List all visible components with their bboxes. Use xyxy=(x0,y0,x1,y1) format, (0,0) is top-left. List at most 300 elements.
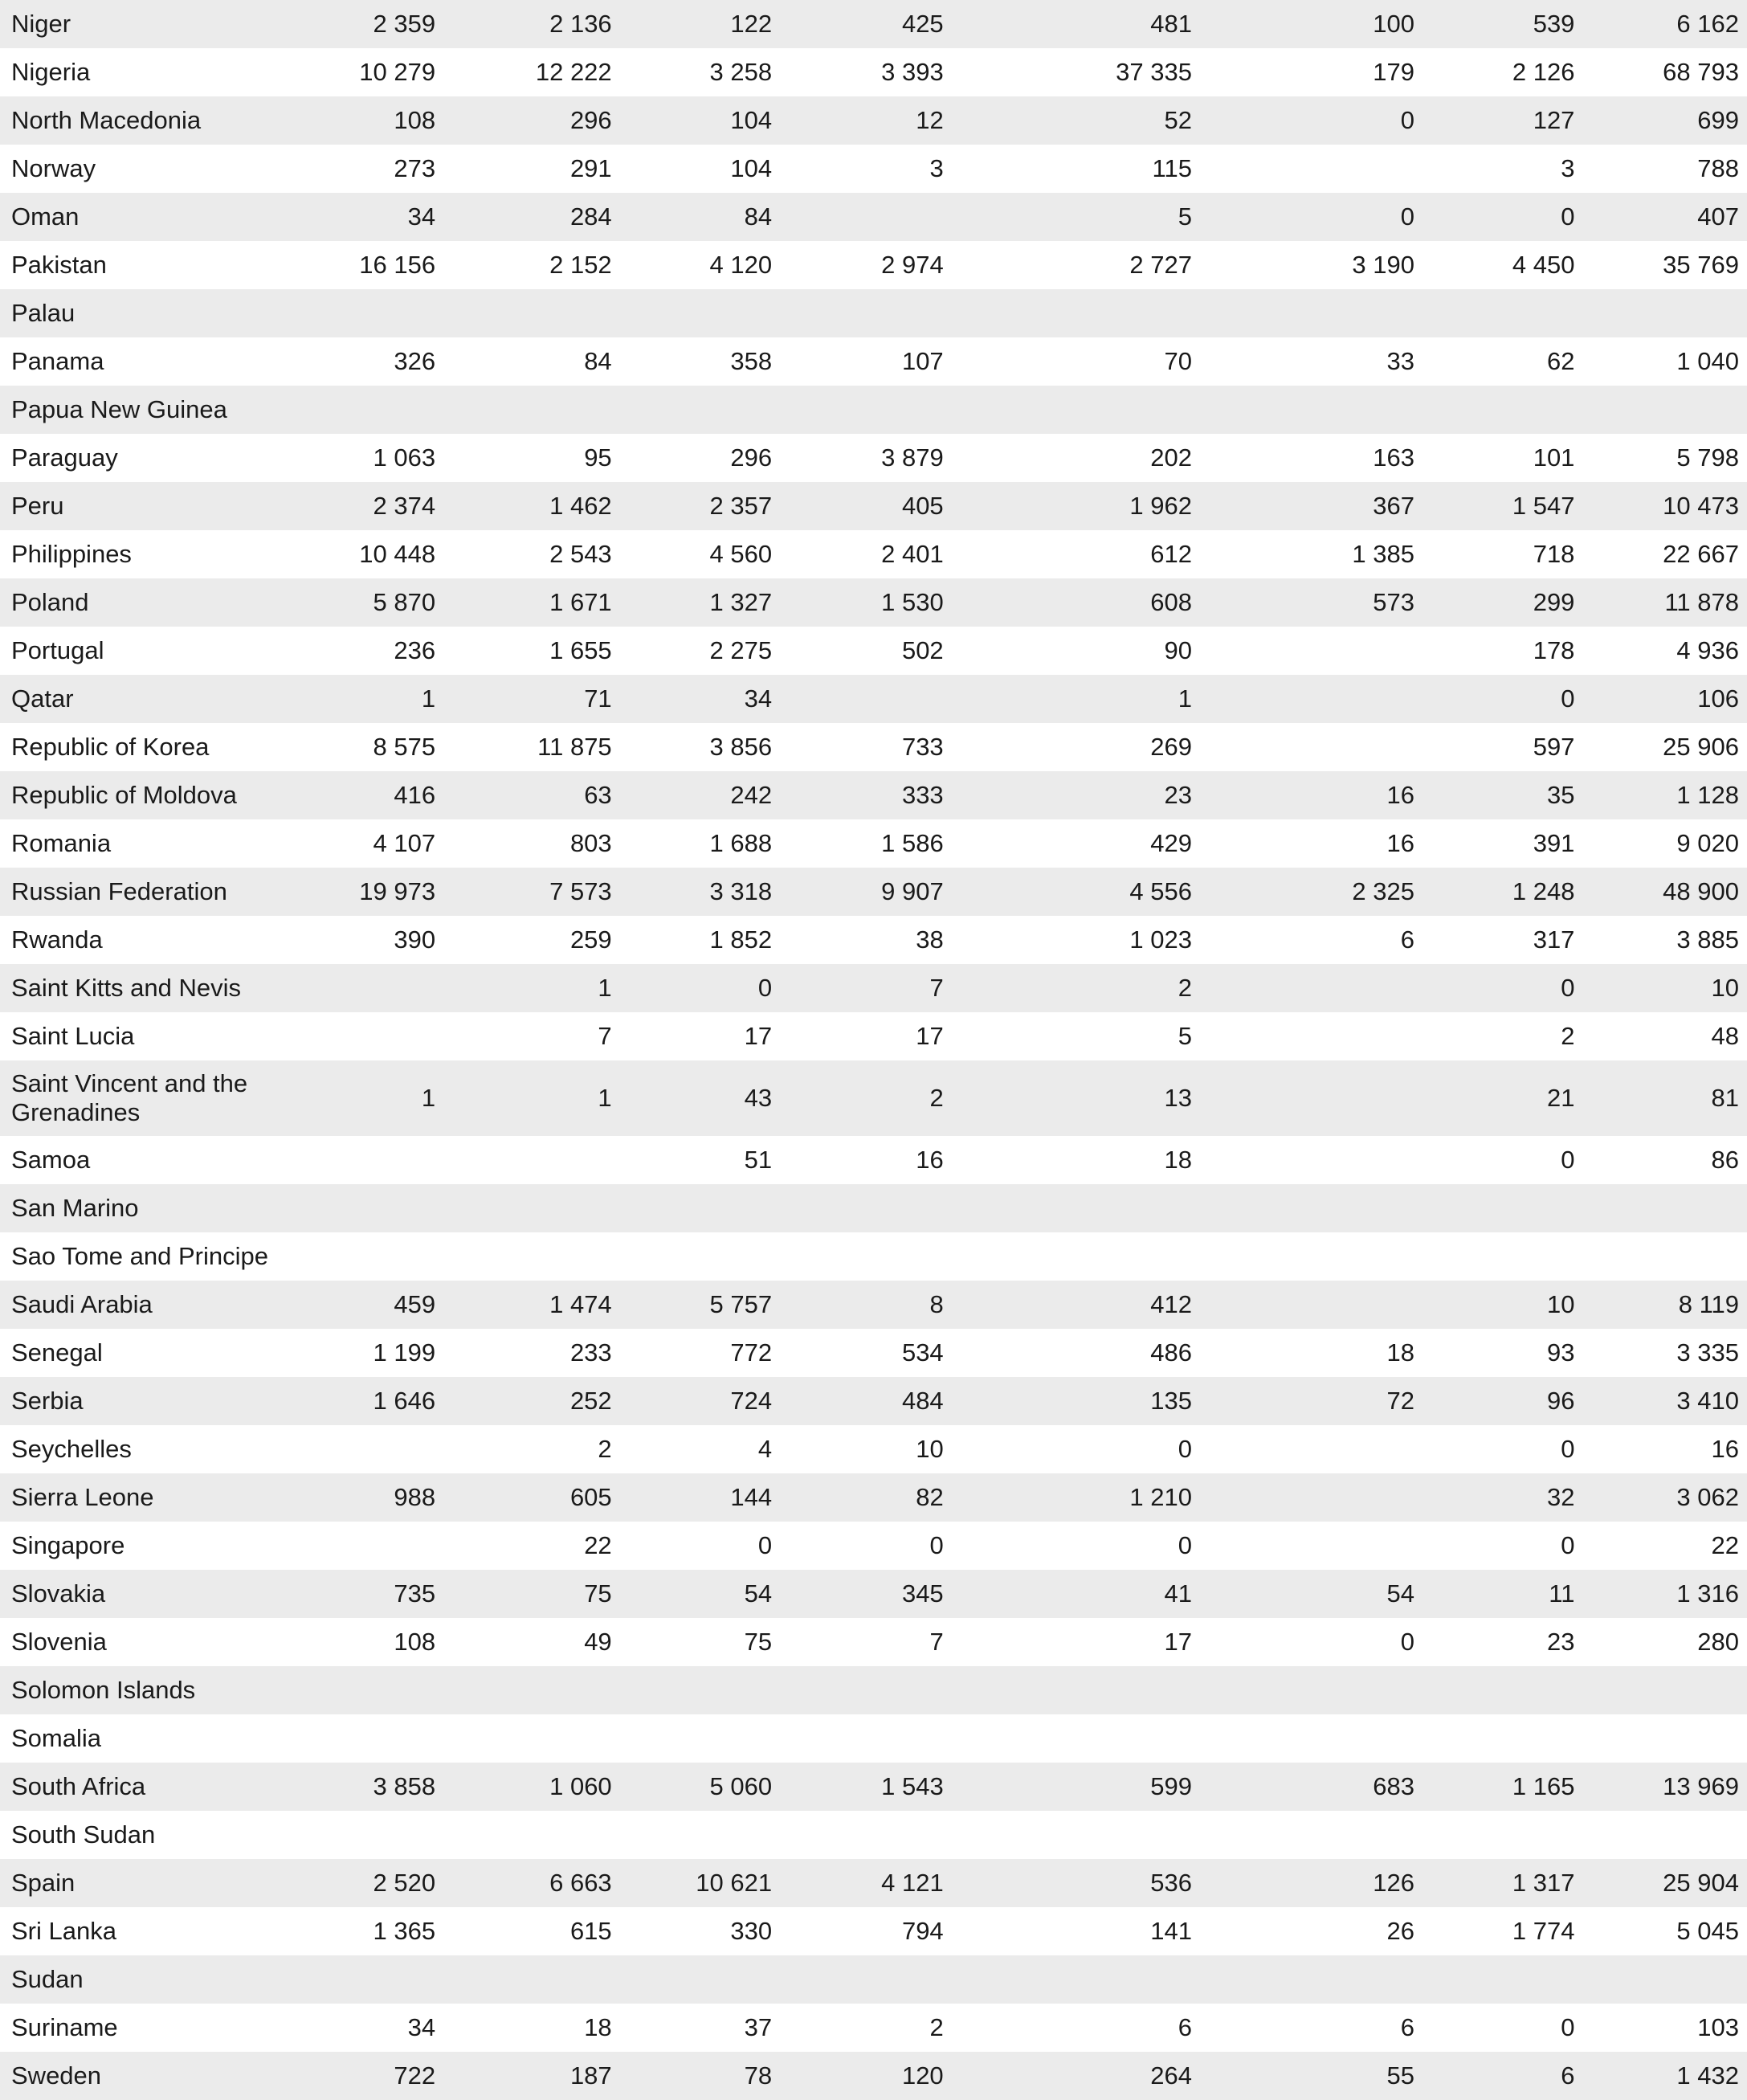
value-cell: 11 xyxy=(1426,1570,1586,1618)
value-cell: 3 410 xyxy=(1586,1377,1747,1425)
value-cell: 2 401 xyxy=(783,530,955,578)
value-cell: 367 xyxy=(1203,482,1426,530)
value-cell: 54 xyxy=(623,1570,783,1618)
value-cell: 93 xyxy=(1426,1329,1586,1377)
country-cell: Singapore xyxy=(0,1522,292,1570)
value-cell: 1 023 xyxy=(955,916,1203,964)
value-cell: 122 xyxy=(623,0,783,48)
country-cell: San Marino xyxy=(0,1184,292,1232)
value-cell: 536 xyxy=(955,1859,1203,1907)
value-cell: 573 xyxy=(1203,578,1426,627)
value-cell: 32 xyxy=(1426,1473,1586,1522)
value-cell xyxy=(1203,1425,1426,1473)
value-cell: 63 xyxy=(453,771,623,819)
table-row xyxy=(0,96,1747,145)
value-cell: 115 xyxy=(955,145,1203,193)
value-cell: 407 xyxy=(1586,193,1747,241)
value-cell xyxy=(955,386,1203,434)
value-cell xyxy=(1586,1955,1747,2004)
value-cell: 0 xyxy=(1426,193,1586,241)
value-cell: 252 xyxy=(453,1377,623,1425)
value-cell: 502 xyxy=(783,627,955,675)
value-cell: 1 586 xyxy=(783,819,955,868)
value-cell: 1 316 xyxy=(1586,1570,1747,1618)
value-cell: 54 xyxy=(1203,1570,1426,1618)
value-cell: 3 xyxy=(783,145,955,193)
value-cell: 1 385 xyxy=(1203,530,1426,578)
value-cell: 608 xyxy=(955,578,1203,627)
value-cell: 1 210 xyxy=(955,1473,1203,1522)
value-cell: 3 858 xyxy=(292,1763,453,1811)
country-cell: Serbia xyxy=(0,1377,292,1425)
table-row xyxy=(0,241,1747,289)
value-cell xyxy=(1586,1184,1747,1232)
value-cell: 179 xyxy=(1203,48,1426,96)
value-cell xyxy=(1203,289,1426,337)
value-cell: 718 xyxy=(1426,530,1586,578)
value-cell: 0 xyxy=(1203,1618,1426,1666)
value-cell xyxy=(1203,1473,1426,1522)
value-cell: 48 900 xyxy=(1586,868,1747,916)
value-cell: 38 xyxy=(783,916,955,964)
value-cell xyxy=(292,1666,453,1714)
value-cell: 78 xyxy=(623,2052,783,2100)
value-cell xyxy=(1203,627,1426,675)
value-cell xyxy=(783,289,955,337)
value-cell: 81 xyxy=(1586,1060,1747,1136)
value-cell xyxy=(453,386,623,434)
value-cell: 391 xyxy=(1426,819,1586,868)
value-cell xyxy=(1203,1714,1426,1763)
value-cell: 11 875 xyxy=(453,723,623,771)
value-cell: 326 xyxy=(292,337,453,386)
value-cell: 6 xyxy=(1203,916,1426,964)
value-cell: 284 xyxy=(453,193,623,241)
value-cell: 1 xyxy=(955,675,1203,723)
table-row xyxy=(0,1060,1747,1136)
country-cell: Rwanda xyxy=(0,916,292,964)
value-cell: 104 xyxy=(623,96,783,145)
value-cell: 772 xyxy=(623,1329,783,1377)
value-cell: 103 xyxy=(1586,2004,1747,2052)
value-cell: 178 xyxy=(1426,627,1586,675)
value-cell: 236 xyxy=(292,627,453,675)
value-cell: 280 xyxy=(1586,1618,1747,1666)
value-cell: 0 xyxy=(1203,193,1426,241)
table-row xyxy=(0,868,1747,916)
value-cell: 16 xyxy=(783,1136,955,1184)
value-cell: 34 xyxy=(292,193,453,241)
country-cell: Saint Kitts and Nevis xyxy=(0,964,292,1012)
value-cell: 4 xyxy=(623,1425,783,1473)
value-cell xyxy=(453,1714,623,1763)
value-cell: 106 xyxy=(1586,675,1747,723)
value-cell xyxy=(783,675,955,723)
country-cell: Poland xyxy=(0,578,292,627)
country-cell: South Sudan xyxy=(0,1811,292,1859)
value-cell: 1 xyxy=(453,1060,623,1136)
value-cell: 52 xyxy=(955,96,1203,145)
table-row xyxy=(0,1522,1747,1570)
table-row xyxy=(0,1136,1747,1184)
country-cell: Samoa xyxy=(0,1136,292,1184)
value-cell: 7 xyxy=(783,964,955,1012)
value-cell xyxy=(1203,1232,1426,1281)
value-cell: 4 556 xyxy=(955,868,1203,916)
value-cell xyxy=(955,1232,1203,1281)
value-cell: 0 xyxy=(1426,1136,1586,1184)
value-cell: 4 121 xyxy=(783,1859,955,1907)
value-cell xyxy=(1586,1232,1747,1281)
country-cell: Saint Lucia xyxy=(0,1012,292,1060)
value-cell: 100 xyxy=(1203,0,1426,48)
value-cell: 486 xyxy=(955,1329,1203,1377)
value-cell: 75 xyxy=(623,1618,783,1666)
table-row xyxy=(0,434,1747,482)
value-cell: 1 xyxy=(292,675,453,723)
value-cell xyxy=(783,1666,955,1714)
value-cell: 534 xyxy=(783,1329,955,1377)
value-cell: 2 275 xyxy=(623,627,783,675)
country-cell: Somalia xyxy=(0,1714,292,1763)
value-cell xyxy=(1203,964,1426,1012)
value-cell: 127 xyxy=(1426,96,1586,145)
value-cell: 71 xyxy=(453,675,623,723)
country-cell: Panama xyxy=(0,337,292,386)
value-cell: 18 xyxy=(955,1136,1203,1184)
value-cell: 202 xyxy=(955,434,1203,482)
value-cell: 187 xyxy=(453,2052,623,2100)
value-cell xyxy=(1203,1060,1426,1136)
value-cell: 104 xyxy=(623,145,783,193)
value-cell: 16 xyxy=(1586,1425,1747,1473)
value-cell xyxy=(292,964,453,1012)
value-cell xyxy=(1586,1666,1747,1714)
table-row xyxy=(0,1955,1747,2004)
value-cell xyxy=(1203,1136,1426,1184)
value-cell xyxy=(955,1666,1203,1714)
value-cell: 605 xyxy=(453,1473,623,1522)
value-cell xyxy=(1203,145,1426,193)
value-cell: 3 258 xyxy=(623,48,783,96)
value-cell: 12 222 xyxy=(453,48,623,96)
value-cell xyxy=(292,1012,453,1060)
value-cell: 3 xyxy=(1426,145,1586,193)
value-cell: 2 325 xyxy=(1203,868,1426,916)
value-cell: 683 xyxy=(1203,1763,1426,1811)
value-cell: 3 335 xyxy=(1586,1329,1747,1377)
value-cell: 48 xyxy=(1586,1012,1747,1060)
value-cell xyxy=(1426,1666,1586,1714)
value-cell xyxy=(1203,1666,1426,1714)
value-cell: 0 xyxy=(955,1522,1203,1570)
value-cell: 6 xyxy=(1203,2004,1426,2052)
value-cell: 5 798 xyxy=(1586,434,1747,482)
value-cell: 90 xyxy=(955,627,1203,675)
value-cell: 3 856 xyxy=(623,723,783,771)
value-cell: 2 xyxy=(1426,1012,1586,1060)
value-cell xyxy=(783,1811,955,1859)
value-cell: 120 xyxy=(783,2052,955,2100)
value-cell: 317 xyxy=(1426,916,1586,964)
value-cell: 2 152 xyxy=(453,241,623,289)
value-cell: 72 xyxy=(1203,1377,1426,1425)
value-cell: 21 xyxy=(1426,1060,1586,1136)
value-cell: 37 335 xyxy=(955,48,1203,96)
value-cell xyxy=(783,1184,955,1232)
value-cell: 163 xyxy=(1203,434,1426,482)
country-cell: Saint Vincent and the Grenadines xyxy=(0,1060,292,1136)
value-cell: 6 162 xyxy=(1586,0,1747,48)
value-cell xyxy=(1203,723,1426,771)
value-cell xyxy=(453,1232,623,1281)
value-cell: 13 xyxy=(955,1060,1203,1136)
value-cell: 1 655 xyxy=(453,627,623,675)
value-cell xyxy=(955,1955,1203,2004)
value-cell: 22 xyxy=(453,1522,623,1570)
value-cell: 1 063 xyxy=(292,434,453,482)
value-cell xyxy=(1203,1811,1426,1859)
value-cell: 264 xyxy=(955,2052,1203,2100)
value-cell xyxy=(1426,289,1586,337)
value-cell: 429 xyxy=(955,819,1203,868)
country-cell: North Macedonia xyxy=(0,96,292,145)
value-cell: 10 473 xyxy=(1586,482,1747,530)
country-cell: Pakistan xyxy=(0,241,292,289)
value-cell xyxy=(783,1955,955,2004)
table-row xyxy=(0,964,1747,1012)
value-cell: 1 852 xyxy=(623,916,783,964)
value-cell: 35 xyxy=(1426,771,1586,819)
country-cell: Slovenia xyxy=(0,1618,292,1666)
table-row xyxy=(0,337,1747,386)
value-cell: 5 757 xyxy=(623,1281,783,1329)
country-cell: Sudan xyxy=(0,1955,292,2004)
table-row xyxy=(0,1329,1747,1377)
value-cell: 84 xyxy=(453,337,623,386)
table-row xyxy=(0,2004,1747,2052)
value-cell: 75 xyxy=(453,1570,623,1618)
value-cell: 1 317 xyxy=(1426,1859,1586,1907)
value-cell: 1 962 xyxy=(955,482,1203,530)
table-row xyxy=(0,771,1747,819)
value-cell: 5 xyxy=(955,1012,1203,1060)
value-cell xyxy=(1203,1281,1426,1329)
value-cell: 1 199 xyxy=(292,1329,453,1377)
value-cell xyxy=(623,1666,783,1714)
value-cell: 1 671 xyxy=(453,578,623,627)
table-row xyxy=(0,1859,1747,1907)
value-cell: 51 xyxy=(623,1136,783,1184)
table-row xyxy=(0,1232,1747,1281)
value-cell xyxy=(292,1136,453,1184)
value-cell: 12 xyxy=(783,96,955,145)
value-cell xyxy=(783,193,955,241)
value-cell: 11 878 xyxy=(1586,578,1747,627)
value-cell: 8 xyxy=(783,1281,955,1329)
country-cell: Paraguay xyxy=(0,434,292,482)
value-cell: 699 xyxy=(1586,96,1747,145)
value-cell xyxy=(292,1714,453,1763)
table-row xyxy=(0,2052,1747,2100)
value-cell: 2 727 xyxy=(955,241,1203,289)
value-cell: 13 969 xyxy=(1586,1763,1747,1811)
value-cell xyxy=(453,1811,623,1859)
value-cell: 735 xyxy=(292,1570,453,1618)
value-cell: 1 432 xyxy=(1586,2052,1747,2100)
value-cell: 16 xyxy=(1203,819,1426,868)
value-cell: 0 xyxy=(623,1522,783,1570)
value-cell: 599 xyxy=(955,1763,1203,1811)
value-cell: 0 xyxy=(955,1425,1203,1473)
value-cell: 3 393 xyxy=(783,48,955,96)
value-cell: 17 xyxy=(783,1012,955,1060)
table-row xyxy=(0,1666,1747,1714)
value-cell: 5 060 xyxy=(623,1763,783,1811)
table-row xyxy=(0,48,1747,96)
table-row xyxy=(0,386,1747,434)
value-cell: 6 xyxy=(1426,2052,1586,2100)
table-row xyxy=(0,1618,1747,1666)
table-row xyxy=(0,1763,1747,1811)
value-cell: 62 xyxy=(1426,337,1586,386)
value-cell: 1 543 xyxy=(783,1763,955,1811)
country-cell: Slovakia xyxy=(0,1570,292,1618)
country-cell: Republic of Moldova xyxy=(0,771,292,819)
country-cell: Oman xyxy=(0,193,292,241)
country-cell: Solomon Islands xyxy=(0,1666,292,1714)
value-cell: 9 907 xyxy=(783,868,955,916)
value-cell: 803 xyxy=(453,819,623,868)
value-cell: 3 062 xyxy=(1586,1473,1747,1522)
country-cell: Nigeria xyxy=(0,48,292,96)
value-cell: 612 xyxy=(955,530,1203,578)
value-cell: 43 xyxy=(623,1060,783,1136)
value-cell xyxy=(1203,1522,1426,1570)
value-cell: 1 128 xyxy=(1586,771,1747,819)
value-cell: 425 xyxy=(783,0,955,48)
value-cell: 9 020 xyxy=(1586,819,1747,868)
country-cell: Papua New Guinea xyxy=(0,386,292,434)
value-cell: 724 xyxy=(623,1377,783,1425)
table-row xyxy=(0,1012,1747,1060)
value-cell: 5 045 xyxy=(1586,1907,1747,1955)
value-cell: 988 xyxy=(292,1473,453,1522)
value-cell: 3 318 xyxy=(623,868,783,916)
country-cell: Sierra Leone xyxy=(0,1473,292,1522)
value-cell xyxy=(453,1955,623,2004)
value-cell xyxy=(292,386,453,434)
value-cell: 10 xyxy=(1586,964,1747,1012)
value-cell xyxy=(623,1232,783,1281)
value-cell: 390 xyxy=(292,916,453,964)
value-cell: 1 474 xyxy=(453,1281,623,1329)
value-cell: 296 xyxy=(453,96,623,145)
value-cell xyxy=(623,1955,783,2004)
value-cell: 22 667 xyxy=(1586,530,1747,578)
table-row xyxy=(0,1570,1747,1618)
value-cell xyxy=(1203,1955,1426,2004)
value-cell: 2 543 xyxy=(453,530,623,578)
value-cell: 5 xyxy=(955,193,1203,241)
table-row xyxy=(0,675,1747,723)
value-cell xyxy=(783,1714,955,1763)
value-cell xyxy=(453,289,623,337)
value-cell: 484 xyxy=(783,1377,955,1425)
value-cell: 37 xyxy=(623,2004,783,2052)
country-cell: Romania xyxy=(0,819,292,868)
value-cell: 95 xyxy=(453,434,623,482)
value-cell: 4 107 xyxy=(292,819,453,868)
value-cell: 1 040 xyxy=(1586,337,1747,386)
value-cell xyxy=(292,1425,453,1473)
table-row xyxy=(0,1281,1747,1329)
value-cell: 412 xyxy=(955,1281,1203,1329)
table-row xyxy=(0,1811,1747,1859)
value-cell: 1 165 xyxy=(1426,1763,1586,1811)
value-cell: 2 357 xyxy=(623,482,783,530)
value-cell: 2 520 xyxy=(292,1859,453,1907)
value-cell: 108 xyxy=(292,1618,453,1666)
value-cell: 1 248 xyxy=(1426,868,1586,916)
value-cell: 299 xyxy=(1426,578,1586,627)
value-cell: 10 xyxy=(1426,1281,1586,1329)
value-cell xyxy=(1203,386,1426,434)
value-cell: 3 190 xyxy=(1203,241,1426,289)
value-cell xyxy=(453,1184,623,1232)
country-cell: South Africa xyxy=(0,1763,292,1811)
value-cell: 33 xyxy=(1203,337,1426,386)
value-cell: 0 xyxy=(623,964,783,1012)
value-cell: 0 xyxy=(783,1522,955,1570)
value-cell xyxy=(623,1811,783,1859)
value-cell: 55 xyxy=(1203,2052,1426,2100)
value-cell: 126 xyxy=(1203,1859,1426,1907)
value-cell: 2 xyxy=(783,2004,955,2052)
value-cell xyxy=(1203,1184,1426,1232)
table-row xyxy=(0,1714,1747,1763)
value-cell: 4 120 xyxy=(623,241,783,289)
value-cell xyxy=(955,289,1203,337)
table-row xyxy=(0,627,1747,675)
value-cell: 481 xyxy=(955,0,1203,48)
table-row xyxy=(0,145,1747,193)
country-cell: Niger xyxy=(0,0,292,48)
value-cell xyxy=(1586,289,1747,337)
value-cell xyxy=(1426,1184,1586,1232)
value-cell xyxy=(955,1714,1203,1763)
value-cell: 2 974 xyxy=(783,241,955,289)
value-cell: 1 774 xyxy=(1426,1907,1586,1955)
value-cell: 135 xyxy=(955,1377,1203,1425)
value-cell xyxy=(1426,386,1586,434)
value-cell: 10 621 xyxy=(623,1859,783,1907)
table-row xyxy=(0,1907,1747,1955)
table-row xyxy=(0,578,1747,627)
value-cell xyxy=(1586,1811,1747,1859)
table-row xyxy=(0,1184,1747,1232)
value-cell: 788 xyxy=(1586,145,1747,193)
value-cell: 17 xyxy=(955,1618,1203,1666)
value-cell: 3 885 xyxy=(1586,916,1747,964)
value-cell xyxy=(623,289,783,337)
value-cell: 25 906 xyxy=(1586,723,1747,771)
value-cell: 141 xyxy=(955,1907,1203,1955)
value-cell: 16 156 xyxy=(292,241,453,289)
value-cell: 107 xyxy=(783,337,955,386)
value-cell xyxy=(292,1955,453,2004)
value-cell: 539 xyxy=(1426,0,1586,48)
